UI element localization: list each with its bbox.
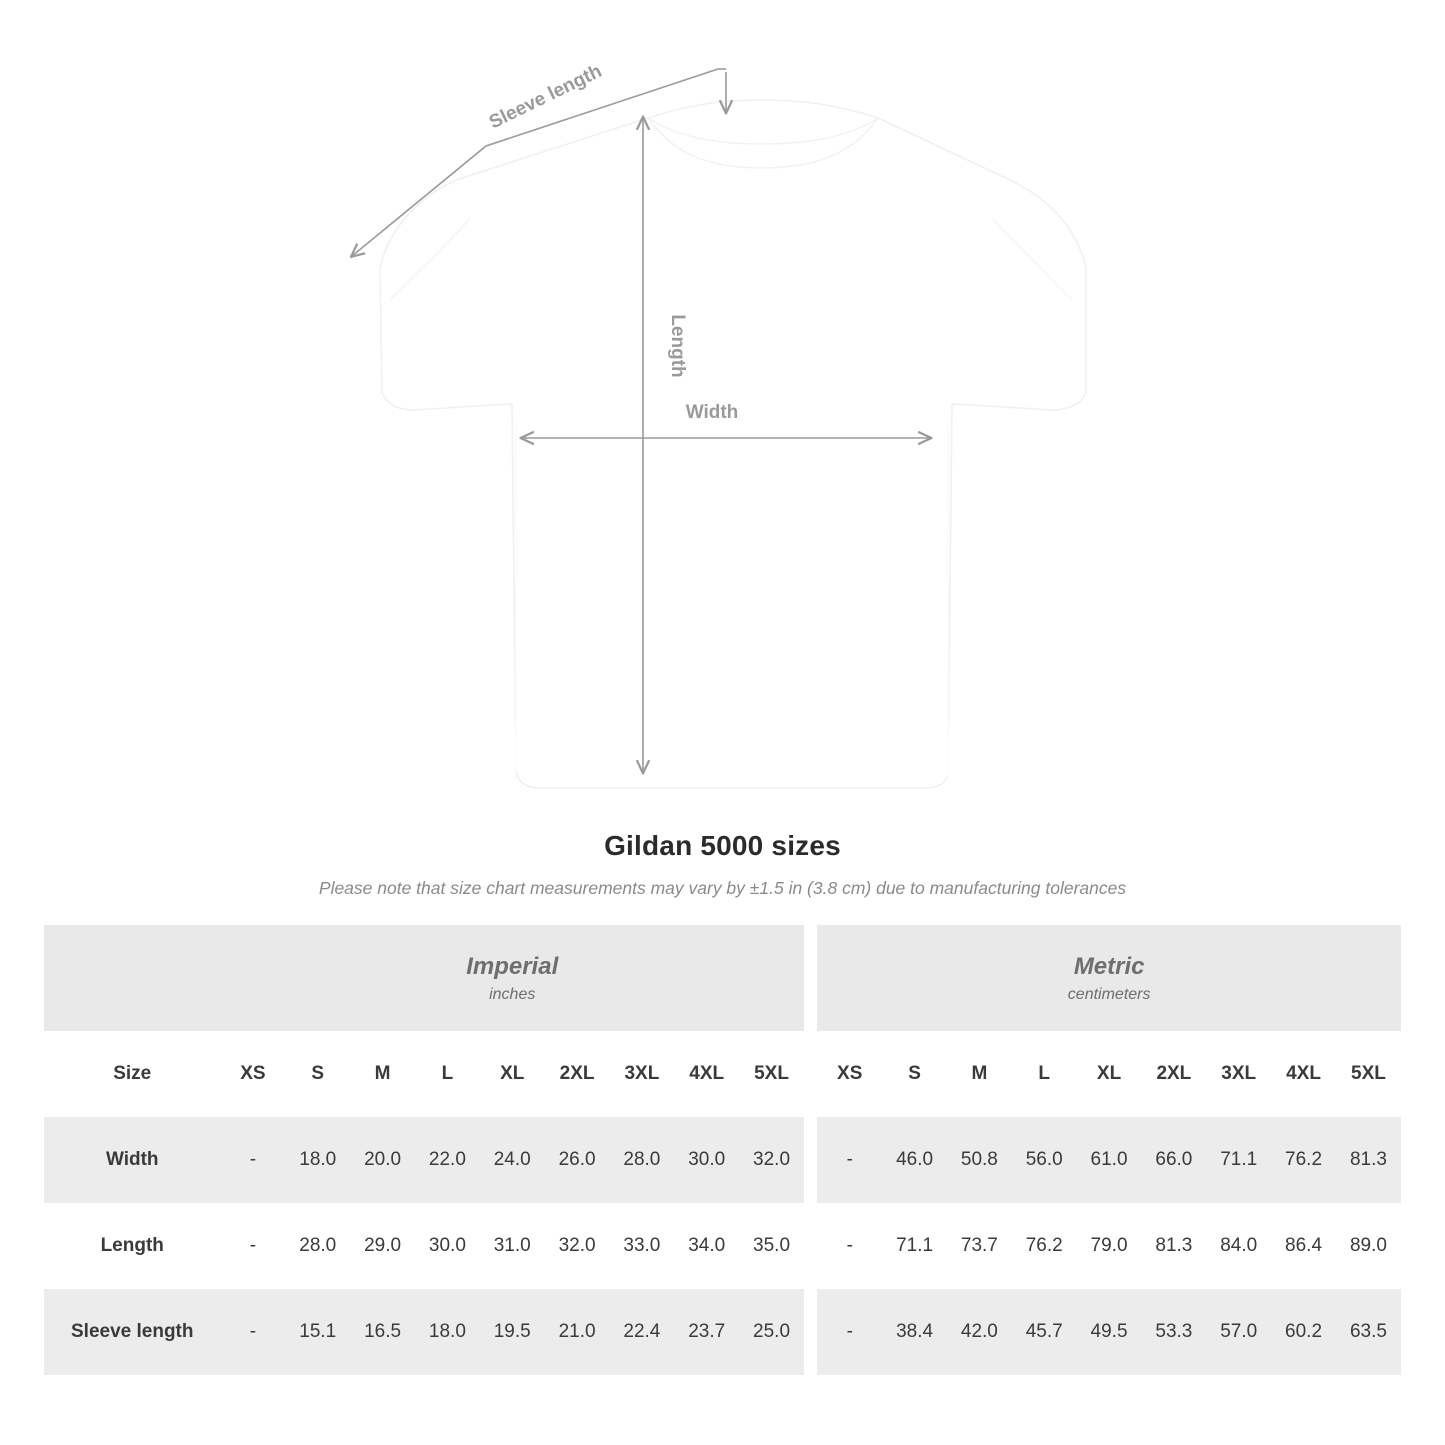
row-label-length: Length xyxy=(44,1203,221,1289)
cell-length-imperial-xl: 31.0 xyxy=(480,1203,545,1289)
unit-spacer xyxy=(44,925,221,1031)
width-label: Width xyxy=(685,402,739,423)
cell-width-imperial-4xl: 30.0 xyxy=(674,1117,739,1203)
cell-length-imperial-s: 28.0 xyxy=(285,1203,350,1289)
cell-width-metric-xl: 61.0 xyxy=(1077,1117,1142,1203)
table-row xyxy=(44,1117,1401,1203)
header-imperial-xl: XL xyxy=(480,1031,545,1117)
unit-group-imperial xyxy=(221,925,804,1031)
row-label-width: Width xyxy=(44,1117,221,1203)
cell-width-metric-3xl: 71.1 xyxy=(1206,1117,1271,1203)
cell-sleeve-metric-s: 38.4 xyxy=(882,1289,947,1375)
cell-length-imperial-l: 30.0 xyxy=(415,1203,480,1289)
cell-width-imperial-xl: 24.0 xyxy=(480,1117,545,1203)
tolerance-note: Please note that size chart measurements may vary by ±1.5 in (3.8 cm) due to manufacturing tolerances xyxy=(318,878,1127,898)
cell-width-imperial-2xl: 26.0 xyxy=(545,1117,610,1203)
unit-gap xyxy=(804,925,817,1031)
cell-width-metric-5xl: 81.3 xyxy=(1336,1117,1401,1203)
cell-sleeve-imperial-3xl: 22.4 xyxy=(609,1289,674,1375)
unit-metric-name: Metric xyxy=(1073,953,1145,980)
header-metric-l: L xyxy=(1012,1031,1077,1117)
tshirt-shape xyxy=(380,100,1086,788)
table-row xyxy=(44,1203,1401,1289)
header-metric-s: S xyxy=(882,1031,947,1117)
cell-length-metric-5xl: 89.0 xyxy=(1336,1203,1401,1289)
cell-sleeve-imperial-l: 18.0 xyxy=(415,1289,480,1375)
header-metric-2xl: 2XL xyxy=(1141,1031,1206,1117)
cell-length-metric-xl: 79.0 xyxy=(1077,1203,1142,1289)
unit-imperial-name: Imperial xyxy=(466,953,559,980)
cell-width-imperial-5xl: 32.0 xyxy=(739,1117,804,1203)
page-title: Gildan 5000 sizes xyxy=(604,830,841,861)
unit-group-metric xyxy=(817,925,1401,1031)
header-imperial-m: M xyxy=(350,1031,415,1117)
cell-sleeve-imperial-xl: 19.5 xyxy=(480,1289,545,1375)
header-size-label: Size xyxy=(44,1031,221,1117)
cell-width-imperial-s: 18.0 xyxy=(285,1117,350,1203)
cell-sleeve-metric-2xl: 53.3 xyxy=(1141,1289,1206,1375)
cell-sleeve-imperial-s: 15.1 xyxy=(285,1289,350,1375)
cell-sleeve-metric-xs: - xyxy=(817,1289,882,1375)
cell-sleeve-metric-m: 42.0 xyxy=(947,1289,1012,1375)
cell-length-imperial-4xl: 34.0 xyxy=(674,1203,739,1289)
header-imperial-l: L xyxy=(415,1031,480,1117)
header-imperial-xs: XS xyxy=(221,1031,286,1117)
cell-width-imperial-l: 22.0 xyxy=(415,1117,480,1203)
unit-metric-sub: centimeters xyxy=(1067,986,1151,1003)
header-metric-m: M xyxy=(947,1031,1012,1117)
cell-sleeve-imperial-m: 16.5 xyxy=(350,1289,415,1375)
cell-width-metric-4xl: 76.2 xyxy=(1271,1117,1336,1203)
row-gap xyxy=(804,1289,817,1375)
cell-length-metric-3xl: 84.0 xyxy=(1206,1203,1271,1289)
cell-length-imperial-5xl: 35.0 xyxy=(739,1203,804,1289)
cell-sleeve-imperial-4xl: 23.7 xyxy=(674,1289,739,1375)
cell-sleeve-metric-xl: 49.5 xyxy=(1077,1289,1142,1375)
header-metric-3xl: 3XL xyxy=(1206,1031,1271,1117)
cell-length-metric-s: 71.1 xyxy=(882,1203,947,1289)
size-header-row xyxy=(44,1031,1401,1117)
cell-length-imperial-2xl: 32.0 xyxy=(545,1203,610,1289)
cell-sleeve-metric-l: 45.7 xyxy=(1012,1289,1077,1375)
cell-length-metric-l: 76.2 xyxy=(1012,1203,1077,1289)
cell-length-metric-4xl: 86.4 xyxy=(1271,1203,1336,1289)
cell-length-imperial-3xl: 33.0 xyxy=(609,1203,674,1289)
cell-length-imperial-m: 29.0 xyxy=(350,1203,415,1289)
table-row xyxy=(44,1289,1401,1375)
cell-length-metric-m: 73.7 xyxy=(947,1203,1012,1289)
row-gap xyxy=(804,1117,817,1203)
cell-sleeve-metric-5xl: 63.5 xyxy=(1336,1289,1401,1375)
header-imperial-3xl: 3XL xyxy=(609,1031,674,1117)
header-imperial-2xl: 2XL xyxy=(545,1031,610,1117)
header-gap xyxy=(804,1031,817,1117)
size-table xyxy=(44,925,1401,1375)
cell-width-metric-s: 46.0 xyxy=(882,1117,947,1203)
cell-sleeve-imperial-2xl: 21.0 xyxy=(545,1289,610,1375)
cell-width-imperial-3xl: 28.0 xyxy=(609,1117,674,1203)
header-metric-4xl: 4XL xyxy=(1271,1031,1336,1117)
cell-width-imperial-m: 20.0 xyxy=(350,1117,415,1203)
header-imperial-5xl: 5XL xyxy=(739,1031,804,1117)
header-metric-xl: XL xyxy=(1077,1031,1142,1117)
cell-length-metric-xs: - xyxy=(817,1203,882,1289)
sleeve-length-label: Sleeve length xyxy=(485,60,606,134)
cell-length-imperial-xs: - xyxy=(221,1203,286,1289)
cell-length-metric-2xl: 81.3 xyxy=(1141,1203,1206,1289)
cell-width-metric-xs: - xyxy=(817,1117,882,1203)
header-metric-xs: XS xyxy=(817,1031,882,1117)
size-table-wrap xyxy=(0,925,1445,1375)
header-metric-5xl: 5XL xyxy=(1336,1031,1401,1117)
cell-width-metric-2xl: 66.0 xyxy=(1141,1117,1206,1203)
cell-width-imperial-xs: - xyxy=(221,1117,286,1203)
cell-width-metric-m: 50.8 xyxy=(947,1117,1012,1203)
unit-header-row xyxy=(44,925,1401,1031)
unit-imperial-sub: inches xyxy=(489,986,536,1003)
header-imperial-s: S xyxy=(285,1031,350,1117)
header-imperial-4xl: 4XL xyxy=(674,1031,739,1117)
cell-sleeve-metric-4xl: 60.2 xyxy=(1271,1289,1336,1375)
cell-width-metric-l: 56.0 xyxy=(1012,1117,1077,1203)
row-gap xyxy=(804,1203,817,1289)
cell-sleeve-imperial-5xl: 25.0 xyxy=(739,1289,804,1375)
row-label-sleeve-length: Sleeve length xyxy=(44,1289,221,1375)
cell-sleeve-imperial-xs: - xyxy=(221,1289,286,1375)
title-block xyxy=(0,830,1445,899)
length-label: Length xyxy=(667,314,688,378)
cell-sleeve-metric-3xl: 57.0 xyxy=(1206,1289,1271,1375)
